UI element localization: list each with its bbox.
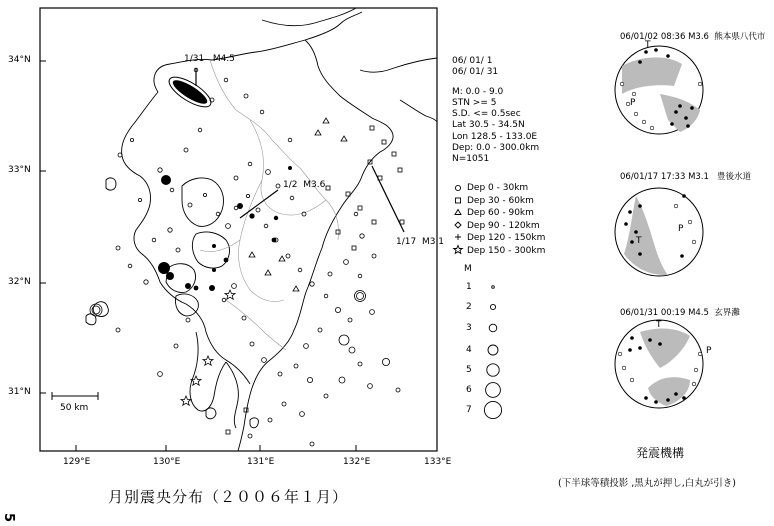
- mag-legend-title: M: [464, 264, 472, 274]
- info-stn: STN >= 5: [452, 97, 497, 108]
- info-date-from: 06/ 01/ 1: [452, 56, 493, 66]
- mechanism-1-beachball: [615, 46, 703, 134]
- annotation-lines: [196, 68, 404, 232]
- depth-legend-symbols: [454, 185, 463, 253]
- mag-legend-2: 2: [466, 302, 472, 312]
- scale-label: 50 km: [60, 403, 89, 413]
- annotation-1-17: 1/17 M3.1: [396, 237, 445, 247]
- mechanism-3-beachball: [615, 320, 703, 408]
- mechanism-subcaption: (下半球等積投影 ,黒丸が押し,白丸が引き): [558, 478, 736, 489]
- mechanism-2-beachball: [615, 188, 703, 276]
- mag-legend-1: 1: [466, 282, 472, 292]
- info-lat: Lat 30.5 - 34.5N: [452, 120, 525, 131]
- depth-legend-4: Dep 120 - 150km: [467, 233, 546, 243]
- mechanism-caption: 発震機構: [636, 446, 685, 460]
- lat-label-31: 31°N: [8, 387, 31, 397]
- mechanism-3-p: P: [706, 346, 712, 356]
- lat-label-34: 34°N: [8, 55, 31, 65]
- scale-bar: [52, 392, 98, 400]
- mag-legend-6: 6: [466, 385, 472, 395]
- lon-label-132: 132°E: [343, 457, 371, 467]
- depth-legend-5: Dep 150 - 300km: [467, 245, 546, 256]
- depth-legend-2: Dep 60 - 90km: [467, 208, 534, 218]
- info-n: N=1051: [452, 154, 490, 165]
- depth-legend-3: Dep 90 - 120km: [467, 220, 540, 231]
- epicenter-circles: [90, 68, 400, 446]
- page-number: 5: [1, 512, 17, 523]
- query-info: [452, 56, 539, 166]
- epicenter-filled: [158, 166, 292, 291]
- mag-legend-3: 3: [466, 323, 472, 333]
- figure-caption: 月別震央分布（２００６年１月）: [108, 488, 349, 506]
- lon-label-131: 131°E: [247, 457, 275, 467]
- mechanism-2-title: 06/01/17 17:33 M3.1 豊後水道: [620, 172, 752, 182]
- mechanism-3-t: T: [656, 320, 662, 330]
- lon-label-129: 129°E: [63, 457, 91, 467]
- mechanism-2-p: P: [678, 224, 684, 234]
- info-m-range: M: 0.0 - 9.0: [452, 86, 504, 97]
- mechanism-1-p: P: [630, 98, 636, 108]
- mechanism-2-t: T: [636, 236, 642, 246]
- swarm-1-31: [165, 72, 215, 113]
- mag-legend-symbols: [484, 286, 501, 419]
- info-lon: Lon 128.5 - 133.0E: [452, 131, 538, 142]
- depth-legend-1: Dep 30 - 60km: [467, 195, 534, 206]
- info-sd: S.D. <= 0.5sec: [452, 109, 521, 120]
- epicenter-squares: [226, 126, 404, 434]
- coastline: [86, 8, 437, 451]
- mag-legend-5: 5: [466, 365, 472, 375]
- epicenter-stars: [181, 290, 235, 405]
- mechanism-1-title: 06/01/02 08:36 M3.6 熊本県八代市: [620, 32, 766, 42]
- depth-legend: [467, 182, 545, 257]
- mechanism-1-t: T: [645, 40, 651, 50]
- info-dep: Dep: 0.0 - 300.0km: [452, 143, 540, 154]
- annotation-1-2: 1/2 M3.6: [283, 180, 326, 190]
- mag-legend-4: 4: [466, 345, 472, 355]
- map-frame: [40, 8, 437, 451]
- mag-legend-7: 7: [466, 405, 472, 415]
- epicenter-triangles: [249, 118, 347, 291]
- info-date-to: 06/ 01/ 31: [452, 67, 499, 78]
- depth-legend-0: Dep 0 - 30km: [467, 183, 529, 193]
- lat-label-33: 33°N: [8, 165, 31, 175]
- lat-label-32: 32°N: [8, 277, 31, 287]
- prefecture-boundaries: [200, 60, 339, 350]
- mechanism-3-title: 06/01/31 00:19 M4.5 玄界灘: [620, 308, 740, 318]
- annotation-1-31: 1/31 M4.5: [184, 54, 235, 64]
- lon-label-133: 133°E: [424, 457, 452, 467]
- lon-label-130: 130°E: [153, 457, 181, 467]
- frame-ticks: [40, 61, 356, 451]
